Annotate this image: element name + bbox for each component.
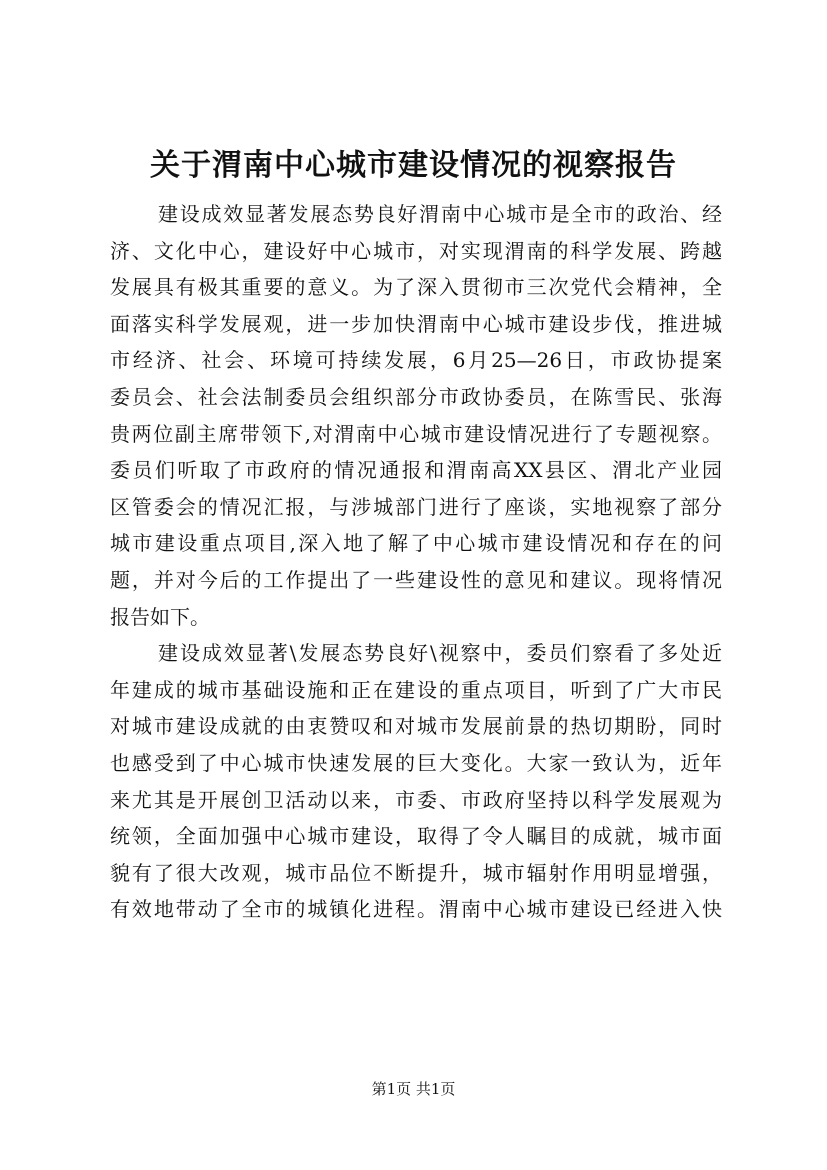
paragraph-1-line: 城市建设重点项目,深入地了解了中心城市建设情况和存在的问	[110, 531, 722, 556]
paragraph-1-line: 建设成效显著发展态势良好渭南中心城市是全市的政治、经	[158, 202, 722, 226]
paragraph-1-line: 报告如下。	[110, 604, 210, 629]
paragraph-1-line: 济、文化中心，建设好中心城市，对实现渭南的科学发展、跨越	[110, 238, 722, 263]
paragraph-1-line: 发展具有极其重要的意义。为了深入贯彻市三次党代会精神，全	[110, 275, 722, 300]
page-number-footer: 第1页 共1页	[371, 1080, 456, 1098]
document-body	[110, 196, 722, 928]
paragraph-1-line: 题，并对今后的工作提出了一些建设性的意见和建议。现将情况	[110, 567, 722, 592]
paragraph-1-line: 市经济、社会、环境可持续发展，6月25—26日，市政协提案	[110, 348, 722, 373]
document-title: 关于渭南中心城市建设情况的视察报告	[150, 148, 677, 183]
paragraph-1-line: 委员会、社会法制委员会组织部分市政协委员，在陈雪民、张海	[110, 384, 722, 409]
paragraph-1-line: 委员们听取了市政府的情况通报和渭南高XX县区、渭北产业园	[110, 458, 722, 483]
paragraph-2-line: 也感受到了中心城市快速发展的巨大变化。大家一致认为，近年	[110, 750, 722, 775]
paragraph-2-line: 统领，全面加强中心城市建设，取得了令人瞩目的成就，城市面	[110, 824, 722, 849]
paragraph-2-line: 貌有了很大改观，城市品位不断提升，城市辐射作用明显增强，	[110, 860, 722, 885]
paragraph-2-line: 建设成效显著\发展态势良好\视察中，委员们察看了多处近	[158, 641, 722, 666]
paragraph-2-line: 有效地带动了全市的城镇化进程。渭南中心城市建设已经进入快	[110, 897, 722, 922]
paragraph-2-line: 来尤其是开展创卫活动以来，市委、市政府坚持以科学发展观为	[110, 787, 722, 812]
paragraph-2-line: 对城市建设成就的由衷赞叹和对城市发展前景的热切期盼，同时	[110, 714, 722, 739]
paragraph-1-line: 贵两位副主席带领下,对渭南中心城市建设情况进行了专题视察。	[110, 421, 722, 446]
paragraph-2-line: 年建成的城市基础设施和正在建设的重点项目，听到了广大市民	[110, 677, 722, 702]
paragraph-1-line: 区管委会的情况汇报，与涉城部门进行了座谈，实地视察了部分	[110, 494, 722, 519]
paragraph-1-line: 面落实科学发展观，进一步加快渭南中心城市建设步伐，推进城	[110, 311, 722, 336]
